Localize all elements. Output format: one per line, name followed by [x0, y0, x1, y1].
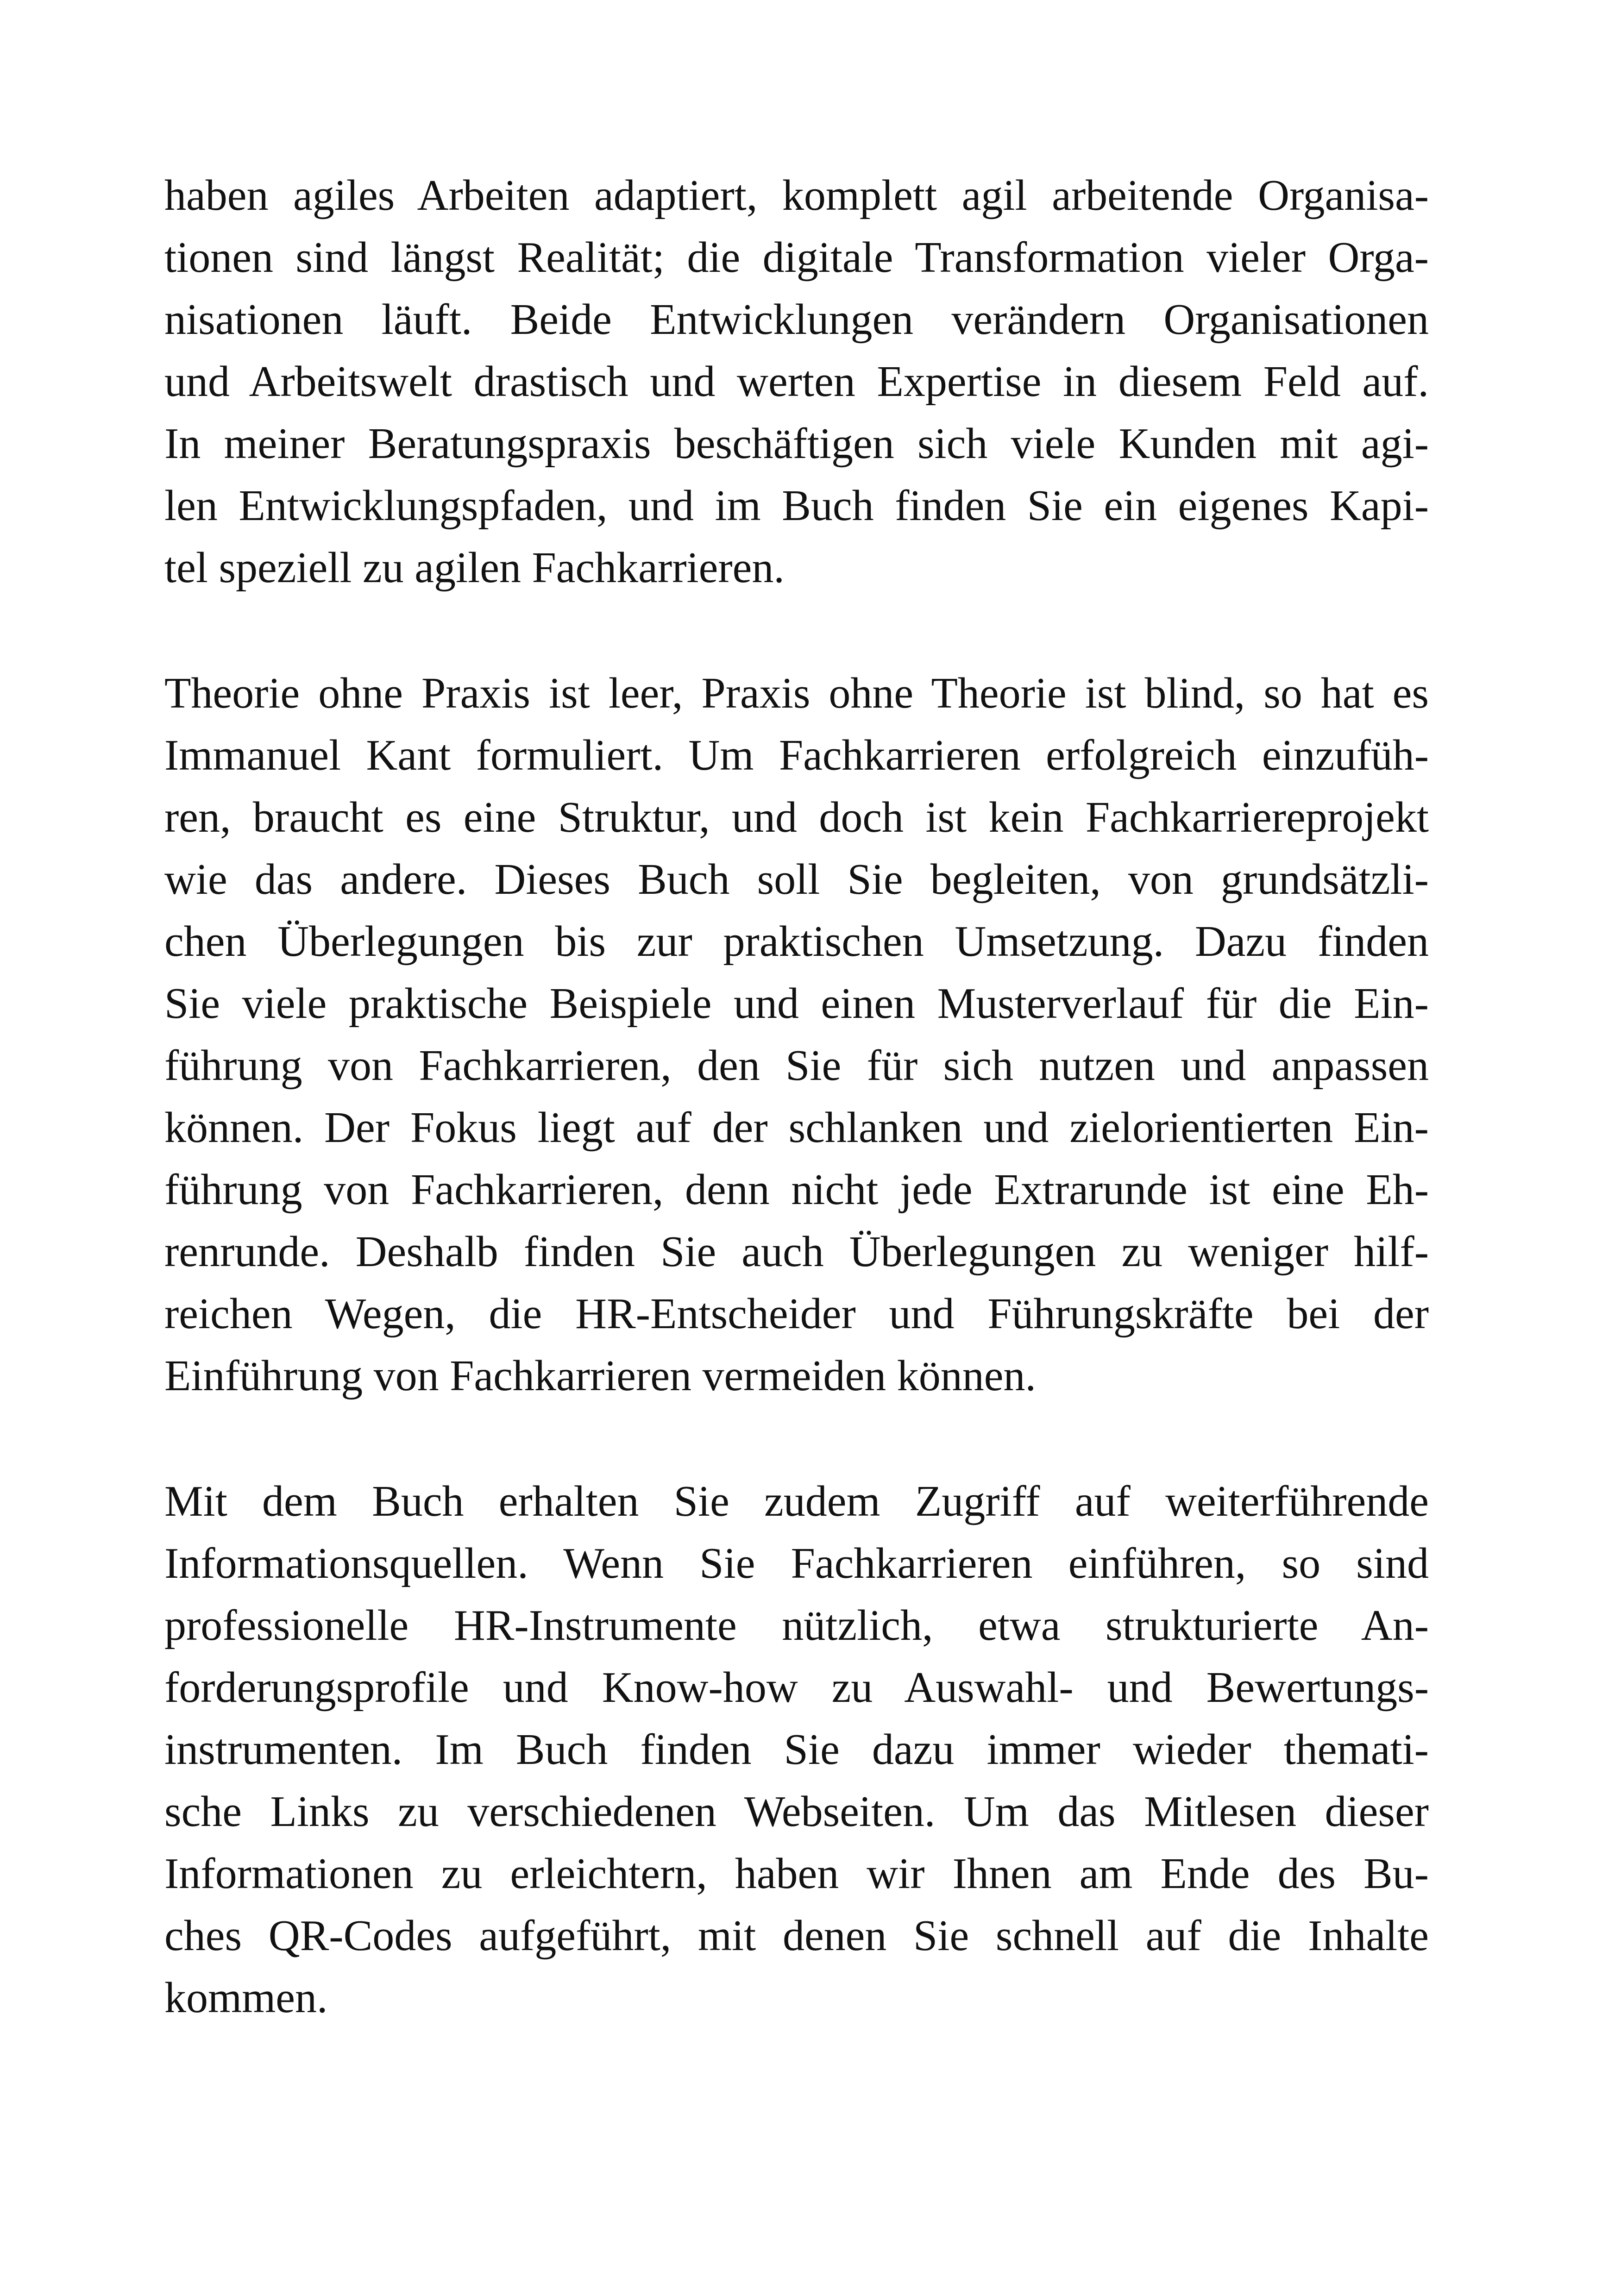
paragraph-agile-careers: [164, 164, 1429, 599]
text-line: Informationen zu erleichtern, haben wir Ihnen am Ende des Bu-: [164, 1850, 1429, 1898]
text-line: tel speziell zu agilen Fachkarrieren.: [164, 544, 785, 592]
text-line: Theorie ohne Praxis ist leer, Praxis ohne Theorie ist blind, so hat es: [164, 669, 1429, 717]
text-line: Einführung von Fachkarrieren vermeiden können.: [164, 1352, 1036, 1400]
text-line: Informationsquellen. Wenn Sie Fachkarrieren einführen, so sind: [164, 1539, 1429, 1587]
text-line: führung von Fachkarrieren, denn nicht jede Extrarunde ist eine Eh-: [164, 1166, 1429, 1214]
text-line: instrumenten. Im Buch finden Sie dazu immer wieder themati-: [164, 1725, 1429, 1774]
text-line: und Arbeitswelt drastisch und werten Expertise in diesem Feld auf.: [164, 358, 1429, 406]
text-line: ren, braucht es eine Struktur, und doch ist kein Fachkarriereprojekt: [164, 793, 1429, 841]
text-line: len Entwicklungspfaden, und im Buch finden Sie ein eigenes Kapi-: [164, 482, 1429, 530]
text-line: renrunde. Deshalb finden Sie auch Überlegungen zu weniger hilf-: [164, 1228, 1429, 1276]
text-line: In meiner Beratungspraxis beschäftigen sich viele Kunden mit agi-: [164, 420, 1429, 468]
text-line: haben agiles Arbeiten adaptiert, komplett agil arbeitende Organisa-: [164, 171, 1429, 220]
text-line: forderungsprofile und Know-how zu Auswahl- und Bewertungs-: [164, 1663, 1429, 1712]
text-line: sche Links zu verschiedenen Webseiten. Um das Mitlesen dieser: [164, 1788, 1429, 1836]
paragraph-theory-practice: [164, 662, 1429, 1407]
text-line: ches QR-Codes aufgeführt, mit denen Sie schnell auf die Inhalte: [164, 1912, 1429, 1960]
text-line: kommen.: [164, 1974, 328, 2022]
text-line: können. Der Fokus liegt auf der schlanken und zielorientierten Ein-: [164, 1104, 1429, 1152]
paragraph-resources: [164, 1470, 1429, 2029]
text-line: tionen sind längst Realität; die digitale Transformation vieler Orga-: [164, 233, 1429, 282]
text-line: Mit dem Buch erhalten Sie zudem Zugriff auf weiterführende: [164, 1477, 1429, 1525]
text-line: Sie viele praktische Beispiele und einen Musterverlauf für die Ein-: [164, 979, 1429, 1028]
text-line: professionelle HR-Instrumente nützlich, etwa strukturierte An-: [164, 1601, 1429, 1650]
text-line: führung von Fachkarrieren, den Sie für sich nutzen und anpassen: [164, 1041, 1429, 1090]
text-line: nisationen läuft. Beide Entwicklungen verändern Organisationen: [164, 295, 1429, 344]
text-line: reichen Wegen, die HR-Entscheider und Führungskräfte bei der: [164, 1290, 1429, 1338]
text-line: wie das andere. Dieses Buch soll Sie begleiten, von grundsätzli-: [164, 855, 1429, 903]
text-line: chen Überlegungen bis zur praktischen Umsetzung. Dazu finden: [164, 917, 1429, 966]
text-line: Immanuel Kant formuliert. Um Fachkarrieren erfolgreich einzufüh-: [164, 731, 1429, 779]
